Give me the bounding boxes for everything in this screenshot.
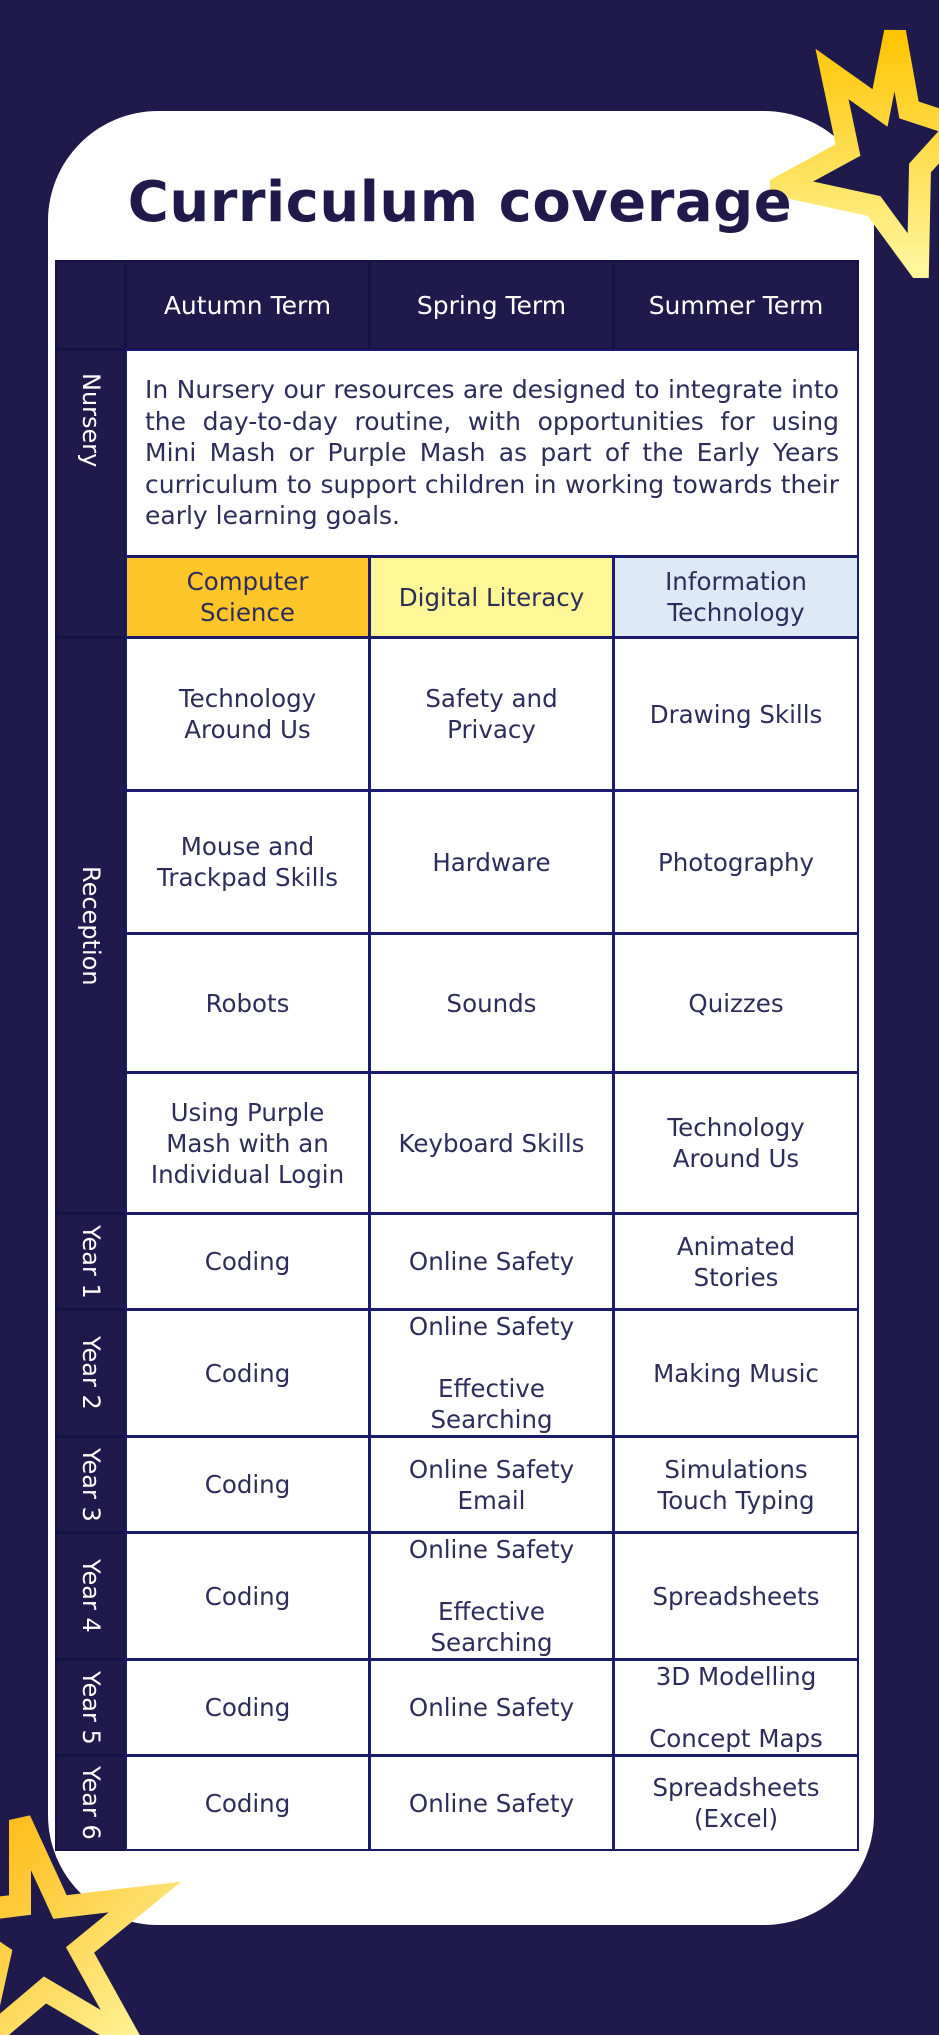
row-label-text: Year 1 bbox=[77, 1224, 105, 1299]
table-cell: Coding bbox=[125, 1659, 370, 1756]
table-cell: Robots bbox=[125, 933, 370, 1073]
row-label-year-1 bbox=[55, 1213, 126, 1310]
row-label-text: Year 2 bbox=[77, 1336, 105, 1410]
table-cell: Coding bbox=[125, 1213, 370, 1310]
table-cell: Online Safety Effective Searching bbox=[369, 1309, 614, 1437]
row-label-text: Year 5 bbox=[77, 1670, 105, 1745]
star-icon bbox=[770, 18, 939, 278]
table-cell: Using Purple Mash with an Individual Login bbox=[125, 1072, 370, 1214]
table-cell: Online Safety Effective Searching bbox=[369, 1532, 614, 1660]
table-cell: Animated Stories bbox=[613, 1213, 859, 1310]
table-cell: Making Music bbox=[613, 1309, 859, 1437]
table-cell: Hardware bbox=[369, 790, 614, 934]
table-cell: Technology Around Us bbox=[613, 1072, 859, 1214]
row-label-year-5 bbox=[55, 1659, 126, 1756]
table-cell: Safety and Privacy bbox=[369, 637, 614, 791]
table-cell: Spreadsheets (Excel) bbox=[613, 1755, 859, 1851]
row-label-text: Year 3 bbox=[77, 1447, 105, 1522]
header-summer-term: Summer Term bbox=[613, 260, 859, 350]
row-label-nursery bbox=[55, 349, 126, 638]
row-label-reception bbox=[55, 637, 126, 1214]
table-cell: Keyboard Skills bbox=[369, 1072, 614, 1214]
row-label-year-3 bbox=[55, 1436, 126, 1533]
table-cell: Coding bbox=[125, 1755, 370, 1851]
row-label-year-6 bbox=[55, 1755, 126, 1851]
row-label-text: Nursery bbox=[77, 373, 105, 468]
row-label-year-4 bbox=[55, 1532, 126, 1660]
nursery-description: In Nursery our resources are designed to integrate into the day-to-day routine, with opportunities for using Mini Mash or Purple Mash as part of the Early Years curriculum to support children in working towards their early learning goals. bbox=[125, 349, 859, 557]
header-autumn-term: Autumn Term bbox=[125, 260, 370, 350]
table-cell: Coding bbox=[125, 1309, 370, 1437]
table-cell: Online Safety bbox=[369, 1659, 614, 1756]
table-cell: Spreadsheets bbox=[613, 1532, 859, 1660]
strand-computer-science: Computer Science bbox=[125, 556, 370, 638]
table-cell: 3D Modelling Concept Maps bbox=[613, 1659, 859, 1756]
table-cell: Sounds bbox=[369, 933, 614, 1073]
table-corner bbox=[55, 260, 126, 350]
table-cell: Online Safety bbox=[369, 1213, 614, 1310]
table-cell: Quizzes bbox=[613, 933, 859, 1073]
table-cell: Photography bbox=[613, 790, 859, 934]
table-cell: Online Safety Email bbox=[369, 1436, 614, 1533]
strand-digital-literacy: Digital Literacy bbox=[369, 556, 614, 638]
page-title: Curriculum coverage bbox=[127, 170, 793, 235]
table-cell: Drawing Skills bbox=[613, 637, 859, 791]
table-cell: Technology Around Us bbox=[125, 637, 370, 791]
row-label-text: Reception bbox=[77, 865, 105, 986]
strand-information-technology: Information Technology bbox=[613, 556, 859, 638]
row-label-text: Year 4 bbox=[77, 1559, 105, 1633]
row-label-year-2 bbox=[55, 1309, 126, 1437]
table-cell: Coding bbox=[125, 1436, 370, 1533]
table-cell: Simulations Touch Typing bbox=[613, 1436, 859, 1533]
table-cell: Mouse and Trackpad Skills bbox=[125, 790, 370, 934]
curriculum-table bbox=[55, 260, 858, 1856]
header-spring-term: Spring Term bbox=[369, 260, 614, 350]
row-label-text: Year 6 bbox=[77, 1766, 105, 1840]
table-cell: Coding bbox=[125, 1532, 370, 1660]
table-cell: Online Safety bbox=[369, 1755, 614, 1851]
